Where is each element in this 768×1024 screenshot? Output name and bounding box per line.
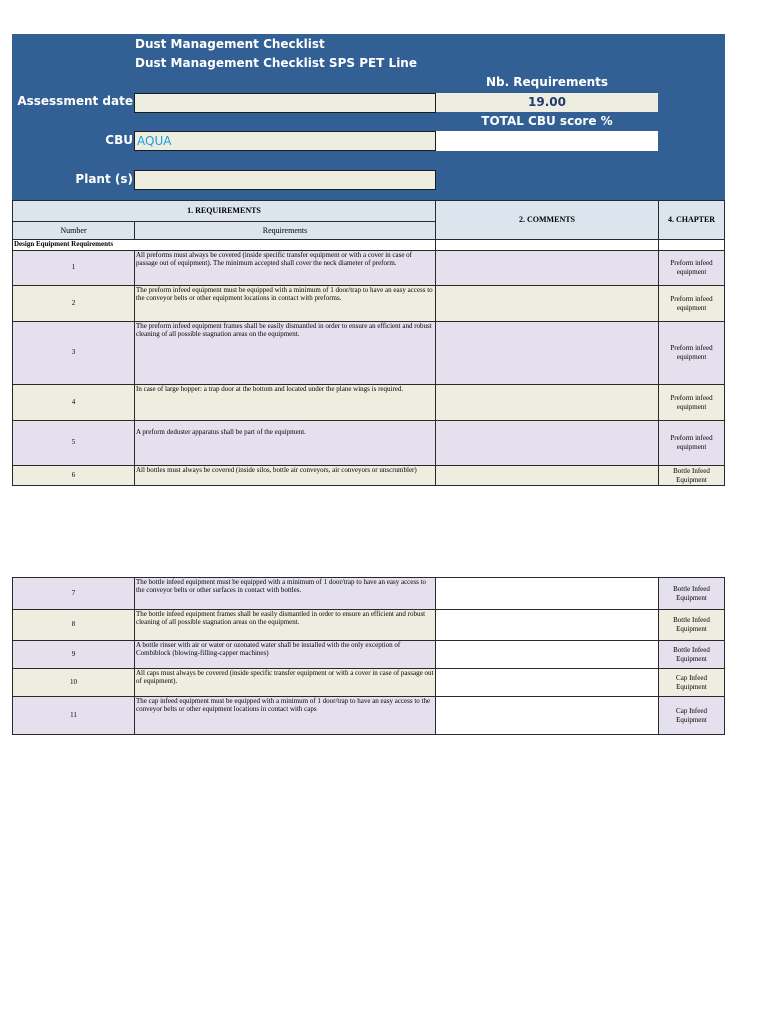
requirements-table-page2: [12, 577, 725, 735]
row-requirement: All preforms must always be covered (inside specific transfer equipment or with a cover in case of passage out of equipment). The minimum accepted shall cover the neck diameter of preform.: [134, 250, 436, 286]
row-comment-cell[interactable]: [435, 577, 659, 610]
row-chapter: Bottle Infeed Equipment: [658, 577, 725, 610]
row-number: 5: [12, 420, 135, 466]
row-comment-cell[interactable]: [435, 640, 659, 669]
row-number: 1: [12, 250, 135, 286]
row-comment-cell[interactable]: [435, 668, 659, 697]
row-number: 4: [12, 384, 135, 421]
row-number: 9: [12, 640, 135, 669]
requirements-group-header: 1. REQUIREMENTS: [12, 200, 436, 222]
row-comment-cell[interactable]: [435, 384, 659, 421]
comments-column-header: 2. COMMENTS: [435, 200, 659, 240]
row-comment-cell[interactable]: [435, 250, 659, 286]
row-chapter: Bottle Infeed Equipment: [658, 609, 725, 641]
row-number: 11: [12, 696, 135, 735]
row-requirement: All caps must always be covered (inside specific transfer equipment or with a cover in case of passage out of equipment).: [134, 668, 436, 697]
nb-requirements-label: Nb. Requirements: [485, 75, 609, 89]
row-requirement: The bottle infeed equipment frames shall be easily dismantled in order to ensure an efficient and robust cleaning of all possible stagnation areas on the equipment.: [134, 609, 436, 641]
plant-field[interactable]: [134, 170, 436, 190]
row-comment-cell[interactable]: [435, 465, 659, 486]
assessment-date-field[interactable]: [134, 93, 436, 113]
row-requirement: The cap infeed equipment must be equipped with a minimum of 1 door/trap to have an easy access to the conveyor belts or other equipment locations in contact with caps: [134, 696, 436, 735]
section-title: Design Equipment Requirements: [12, 239, 135, 251]
row-comment-cell[interactable]: [435, 609, 659, 641]
total-score-value: [436, 131, 658, 151]
requirements-column-header: Requirements: [134, 221, 436, 240]
row-requirement: The preform infeed equipment must be equipped with a minimum of 1 door/trap to have an easy access to the conveyor belts or other equipment locations in contact with preforms.: [134, 285, 436, 322]
row-chapter: Cap Infeed Equipment: [658, 668, 725, 697]
requirements-table-page1: [12, 200, 725, 486]
plant-label: Plant (s): [75, 172, 133, 186]
total-score-label: TOTAL CBU score %: [481, 114, 613, 128]
row-number: 2: [12, 285, 135, 322]
chapter-column-header: 4. CHAPTER: [658, 200, 725, 240]
row-comment-cell[interactable]: [435, 321, 659, 385]
checklist-header: [12, 34, 725, 200]
row-requirement: A preform deduster apparatus shall be part of the equipment.: [134, 420, 436, 466]
row-chapter: Preform infeed equipment: [658, 420, 725, 466]
assessment-date-label: Assessment date: [17, 94, 133, 108]
row-number: 7: [12, 577, 135, 610]
row-requirement: A bottle rinser with air or water or ozonated water shall be installed with the only exception of Combiblock (blowing-filling-capper machines): [134, 640, 436, 669]
checklist-subtitle: Dust Management Checklist SPS PET Line: [135, 56, 417, 70]
row-requirement: The bottle infeed equipment must be equipped with a minimum of 1 door/trap to have an easy access to the conveyor belts or other surfaces in contact with bottles.: [134, 577, 436, 610]
row-chapter: Preform infeed equipment: [658, 285, 725, 322]
row-chapter: Preform infeed equipment: [658, 321, 725, 385]
row-chapter: Preform infeed equipment: [658, 384, 725, 421]
row-number: 6: [12, 465, 135, 486]
row-number: 3: [12, 321, 135, 385]
row-comment-cell[interactable]: [435, 696, 659, 735]
row-chapter: Bottle Infeed Equipment: [658, 465, 725, 486]
row-chapter: Bottle Infeed Equipment: [658, 640, 725, 669]
row-chapter: Preform infeed equipment: [658, 250, 725, 286]
row-requirement: All bottles must always be covered (inside silos, bottle air conveyors, air conveyors or unscrumbler): [134, 465, 436, 486]
checklist-title: Dust Management Checklist: [135, 37, 325, 51]
cbu-label: CBU: [105, 133, 133, 147]
cbu-field[interactable]: AQUA: [134, 131, 436, 151]
row-number: 8: [12, 609, 135, 641]
row-chapter: Cap Infeed Equipment: [658, 696, 725, 735]
row-comment-cell[interactable]: [435, 285, 659, 322]
row-requirement: The preform infeed equipment frames shall be easily dismantled in order to ensure an efficient and robust cleaning of all possible stagnation areas on the equipment.: [134, 321, 436, 385]
row-comment-cell[interactable]: [435, 420, 659, 466]
row-requirement: In case of large hopper: a trap door at the bottom and located under the plane wings is required.: [134, 384, 436, 421]
number-column-header: Number: [12, 221, 135, 240]
nb-requirements-value: 19.00: [436, 93, 658, 112]
row-number: 10: [12, 668, 135, 697]
